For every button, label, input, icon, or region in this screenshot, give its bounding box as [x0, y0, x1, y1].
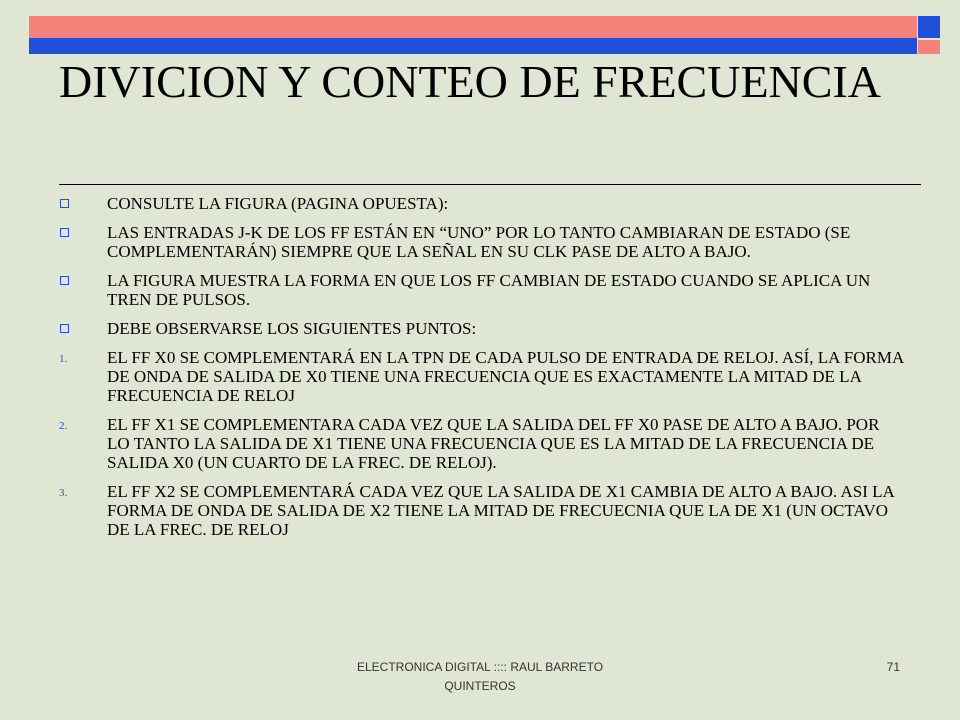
header-square-blue [918, 16, 940, 38]
header-square-salmon [918, 40, 940, 54]
slide-content [59, 194, 904, 549]
numbered-item [59, 415, 904, 472]
slide-title: DIVICION Y CONTEO DE FRECUENCIA [59, 56, 881, 107]
footer-author: ELECTRONICA DIGITAL :::: RAUL BARRETO QUINTEROS [356, 660, 604, 693]
item-number: 1. [59, 353, 68, 365]
square-bullet-icon [60, 199, 69, 208]
list-item-text: EL FF X1 SE COMPLEMENTARA CADA VEZ QUE LA SALIDA DEL FF X0 PASE DE ALTO A BAJO. POR LO TANTO LA SALIDA DE X1 TIENE UNA FRECUENCIA QUE ES LA MITAD DE LA FRECUENCIA DE SALIDA X0 (UN CUARTO DE LA FREC. DE RELOJ). [107, 415, 880, 472]
list-item [59, 223, 904, 261]
title-divider [59, 184, 921, 185]
square-bullet-icon [60, 276, 69, 285]
item-number: 2. [59, 420, 68, 432]
list-item-text: EL FF X2 SE COMPLEMENTARÁ CADA VEZ QUE LA SALIDA DE X1 CAMBIA DE ALTO A BAJO. ASI LA FORMA DE ONDA DE SALIDA DE X2 TIENE LA MITAD DE FRECUECNIA QUE LA DE X1 (UN OCTAVO DE LA FREC. DE RELOJ [107, 482, 894, 539]
page-number: 71 [886, 660, 900, 674]
item-number: 3. [59, 487, 68, 499]
list-item [59, 194, 904, 213]
list-item [59, 271, 904, 309]
list-item-text: EL FF X0 SE COMPLEMENTARÁ EN LA TPN DE CADA PULSO DE ENTRADA DE RELOJ. ASÍ, LA FORMA DE ONDA DE SALIDA DE X0 TIENE UNA FRECUENCIA QUE ES EXACTAMENTE LA MITAD DE LA FRECUENCIA DE RELOJ [107, 348, 904, 405]
header-bar-salmon [29, 16, 917, 38]
list-item-text: LAS ENTRADAS J-K DE LOS FF ESTÁN EN “UNO” POR LO TANTO CAMBIARAN DE ESTADO (SE COMPLEMENTARÁN) SIEMPRE QUE LA SEÑAL EN SU CLK PASE DE ALTO A BAJO. [107, 223, 851, 261]
list-item [59, 319, 904, 338]
numbered-item [59, 482, 904, 539]
list-item-text: LA FIGURA MUESTRA LA FORMA EN QUE LOS FF CAMBIAN DE ESTADO CUANDO SE APLICA UN TREN DE PULSOS. [107, 271, 871, 309]
square-bullet-icon [60, 324, 69, 333]
list-item-text: CONSULTE LA FIGURA (PAGINA OPUESTA): [107, 194, 449, 213]
list-item-text: DEBE OBSERVARSE LOS SIGUIENTES PUNTOS: [107, 319, 477, 338]
square-bullet-icon [60, 228, 69, 237]
numbered-item [59, 348, 904, 405]
